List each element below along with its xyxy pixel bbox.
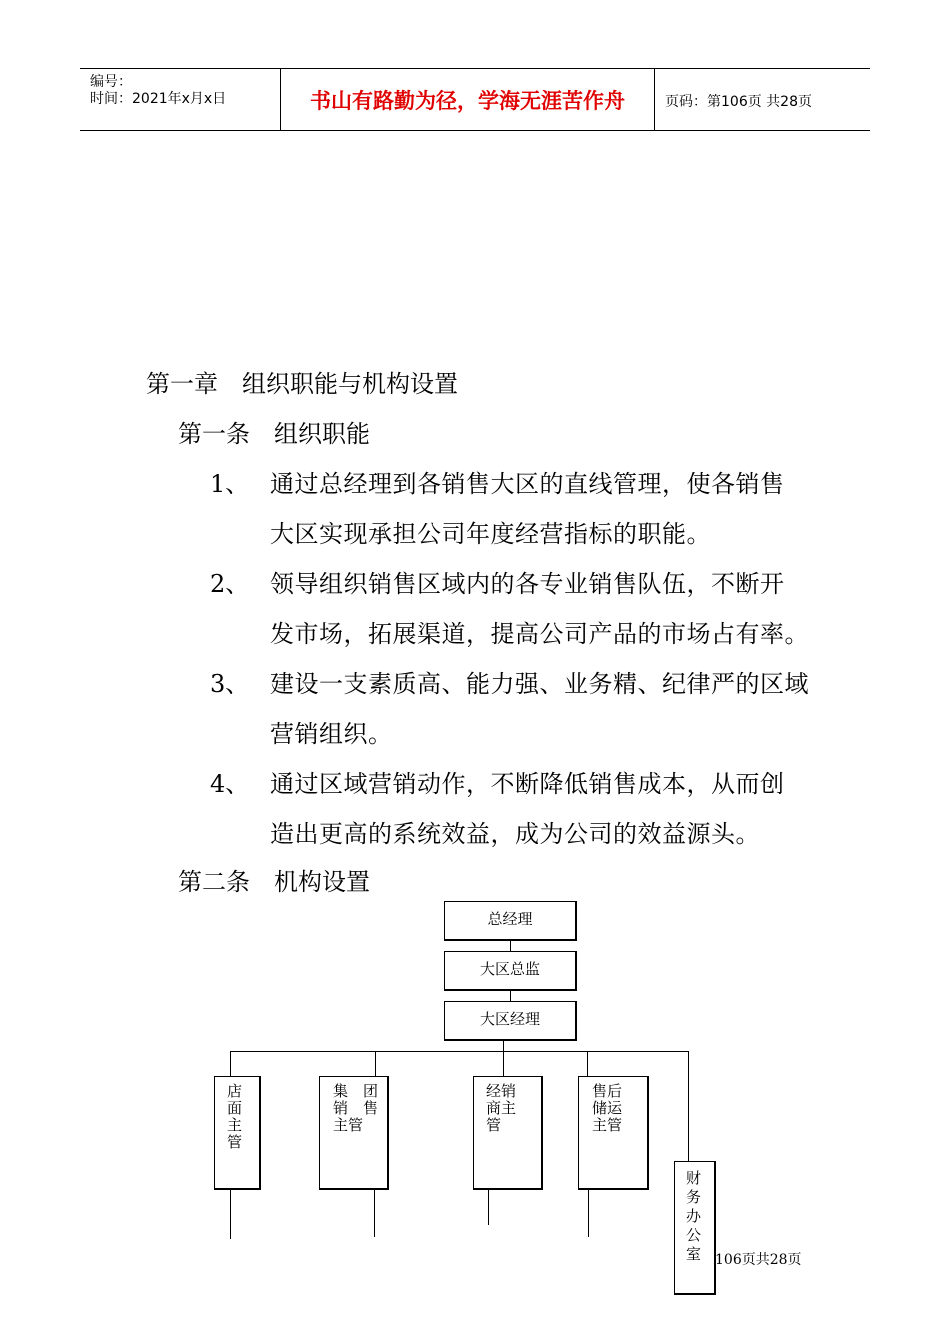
item-3-line-1: 建设一支素质高、能力强、业务精、纪律严的区域 xyxy=(270,670,809,698)
box-dealer-supervisor-label: 经销 商主 管 xyxy=(486,1082,517,1134)
doc-number-label: 编号： xyxy=(90,74,132,90)
connector-finance xyxy=(688,1051,689,1161)
connector-group-sales xyxy=(375,1051,376,1076)
item-4-line-1: 通过区域营销动作，不断降低销售成本，从而创 xyxy=(270,770,785,798)
document-header xyxy=(80,68,870,131)
box-dealer-supervisor xyxy=(473,1076,543,1190)
box-group-sales-supervisor-label: 集 团 销 售 主管 xyxy=(333,1082,379,1134)
connector-store-down xyxy=(230,1189,231,1239)
box-region-director-label: 大区总监 xyxy=(479,960,540,978)
item-3-line-2: 营销组织。 xyxy=(270,720,393,748)
box-group-sales-supervisor xyxy=(319,1076,389,1190)
connector-group-sales-down xyxy=(374,1189,375,1237)
page-info: 页码：第106页 共28页 xyxy=(665,94,812,110)
chapter-title: 第一章 组织职能与机构设置 xyxy=(146,370,458,398)
connector-horizontal-bar xyxy=(230,1051,689,1052)
box-finance-office xyxy=(674,1161,716,1295)
item-2-line-1: 领导组织销售区域内的各专业销售队伍，不断开 xyxy=(270,570,785,598)
item-2-number: 2、 xyxy=(210,570,250,598)
box-region-director xyxy=(444,951,577,991)
box-aftersales-supervisor-label: 售后 储运 主管 xyxy=(592,1082,623,1134)
item-2-line-2: 发市场，拓展渠道，提高公司产品的市场占有率。 xyxy=(270,620,809,648)
box-store-supervisor xyxy=(214,1076,261,1190)
item-1-number: 1、 xyxy=(210,470,250,498)
footer-page-number: 106页共28页 xyxy=(715,1252,802,1268)
header-meta-cell xyxy=(80,69,281,130)
item-1-line-2: 大区实现承担公司年度经营指标的职能。 xyxy=(270,520,711,548)
article-2-title: 第二条 机构设置 xyxy=(178,868,370,896)
connector-dealer-down xyxy=(488,1189,489,1225)
connector-director-manager xyxy=(510,990,511,1001)
box-aftersales-supervisor xyxy=(578,1076,649,1190)
item-4-number: 4、 xyxy=(210,770,250,798)
box-general-manager xyxy=(444,901,577,941)
motto: 书山有路勤为径，学海无涯苦作舟 xyxy=(281,69,655,130)
connector-manager-down xyxy=(503,1040,504,1076)
box-finance-office-label: 财 务 办 公 室 xyxy=(686,1169,702,1263)
connector-aftersales xyxy=(587,1051,588,1076)
article-1-title: 第一条 组织职能 xyxy=(178,420,370,448)
item-3-number: 3、 xyxy=(210,670,250,698)
item-4-line-2: 造出更高的系统效益，成为公司的效益源头。 xyxy=(270,820,760,848)
box-general-manager-label: 总经理 xyxy=(487,910,533,928)
time-label: 时间：2021年x月x日 xyxy=(90,91,227,107)
connector-aftersales-down xyxy=(588,1189,589,1237)
box-region-manager xyxy=(444,1001,577,1041)
box-region-manager-label: 大区经理 xyxy=(479,1010,540,1028)
connector-store xyxy=(230,1051,231,1076)
box-store-supervisor-label: 店 面 主 管 xyxy=(227,1082,243,1151)
item-1-line-1: 通过总经理到各销售大区的直线管理，使各销售 xyxy=(270,470,785,498)
